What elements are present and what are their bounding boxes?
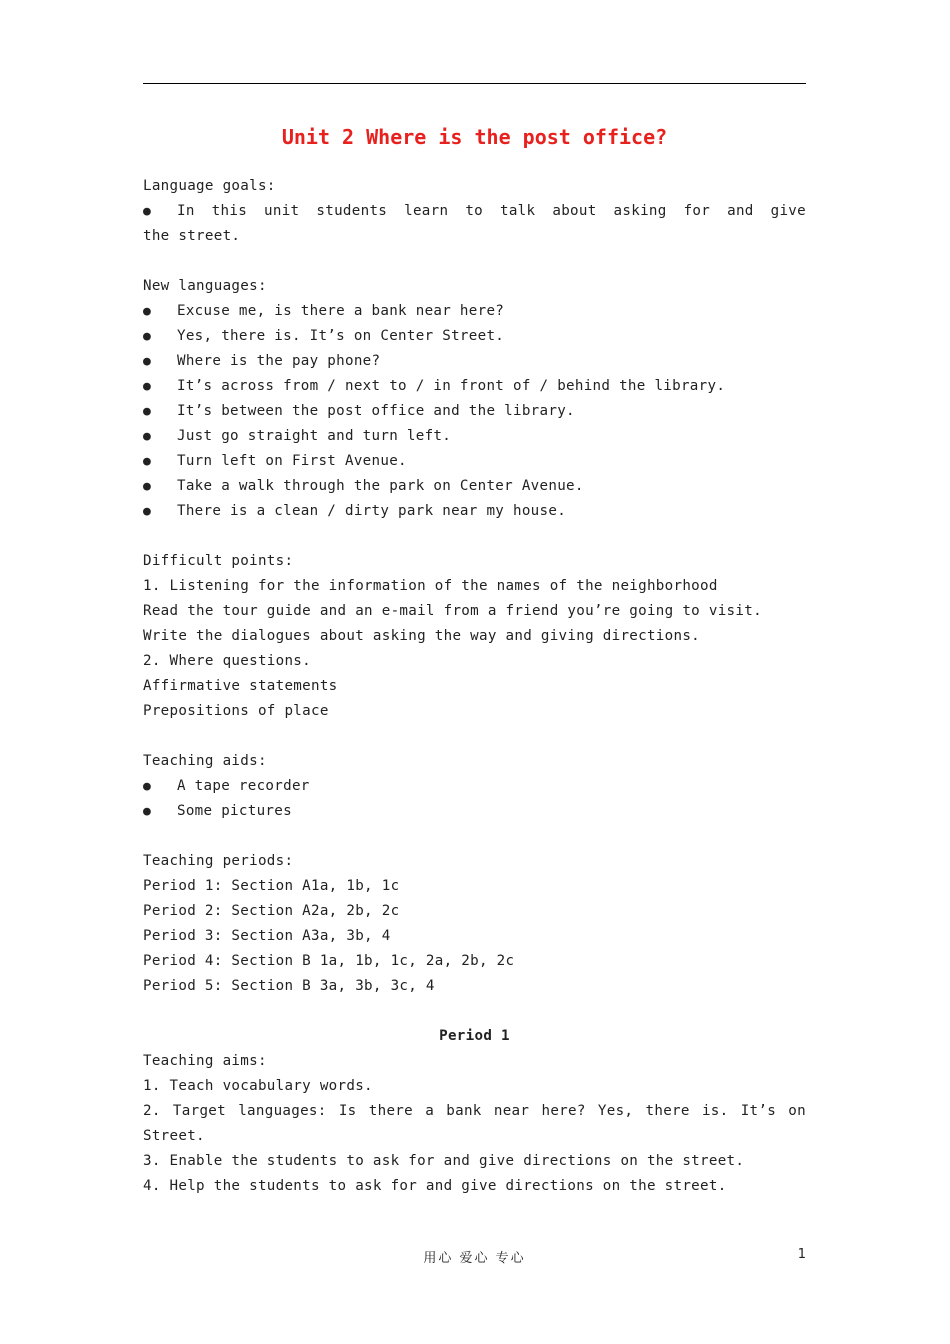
list-item-text: A tape recorder	[177, 778, 310, 794]
bullet-icon: ●	[143, 404, 152, 419]
document-body	[143, 174, 806, 1199]
bullet-icon: ●	[143, 379, 152, 394]
bullet-icon: ●	[143, 304, 152, 319]
list-item-text: Yes, there is. It’s on Center Street.	[177, 328, 505, 344]
aim-line: 2. Target languages: Is there a bank near here? Yes, there is. It’s on	[143, 1103, 806, 1119]
bullet-icon: ●	[143, 779, 152, 794]
difficult-point-line: Affirmative statements	[143, 678, 338, 694]
aim-line: 3. Enable the students to ask for and give directions on the street.	[143, 1153, 745, 1169]
bullet-icon: ●	[143, 504, 152, 519]
list-item	[143, 449, 806, 474]
difficult-point-line: 1. Listening for the information of the names of the neighborhood	[143, 578, 718, 594]
list-item	[143, 774, 806, 799]
page-number: 1	[797, 1247, 806, 1262]
period-line: Period 1: Section A1a, 1b, 1c	[143, 878, 400, 894]
list-item	[143, 474, 806, 499]
period-line: Period 4: Section B 1a, 1b, 1c, 2a, 2b, 2c	[143, 953, 515, 969]
difficult-points-heading: Difficult points:	[143, 553, 294, 569]
language-goals-heading: Language goals:	[143, 178, 276, 194]
difficult-point-line: 2. Where questions.	[143, 653, 311, 669]
page-title: Unit 2 Where is the post office?	[281, 125, 668, 149]
teaching-aids-heading: Teaching aids:	[143, 753, 267, 769]
teaching-periods-heading: Teaching periods:	[143, 853, 294, 869]
teaching-aims-heading: Teaching aims:	[143, 1053, 267, 1069]
period-line: Period 2: Section A2a, 2b, 2c	[143, 903, 400, 919]
list-item-text: Just go straight and turn left.	[177, 428, 452, 444]
bullet-icon: ●	[143, 479, 152, 494]
period-line: Period 5: Section B 3a, 3b, 3c, 4	[143, 978, 435, 994]
difficult-point-line: Read the tour guide and an e-mail from a friend you’re going to visit.	[143, 603, 762, 619]
footer-motto: 用心 爱心 专心	[423, 1251, 526, 1266]
list-item-text: Some pictures	[177, 803, 292, 819]
list-item	[143, 399, 806, 424]
difficult-point-line: Write the dialogues about asking the way and giving directions.	[143, 628, 701, 644]
bullet-icon: ●	[143, 804, 152, 819]
aim-line: 1. Teach vocabulary words.	[143, 1078, 373, 1094]
period-line: Period 3: Section A3a, 3b, 4	[143, 928, 391, 944]
list-item	[143, 374, 806, 399]
bullet-icon: ●	[143, 454, 152, 469]
period1-heading: Period 1	[439, 1028, 510, 1044]
new-languages-heading: New languages:	[143, 278, 267, 294]
page-footer	[143, 1247, 806, 1267]
list-item	[143, 324, 806, 349]
list-item	[143, 499, 806, 524]
goal-text-line1: In this unit students learn to talk about asking for and give	[177, 203, 806, 219]
list-item-text: Where is the pay phone?	[177, 353, 381, 369]
goal-text-line2: the street.	[143, 228, 241, 244]
aim-line: 4. Help the students to ask for and give directions on the street.	[143, 1178, 727, 1194]
list-item	[143, 424, 806, 449]
bullet-icon: ●	[143, 354, 152, 369]
list-item-text: Excuse me, is there a bank near here?	[177, 303, 505, 319]
list-item-text: Turn left on First Avenue.	[177, 453, 407, 469]
difficult-point-line: Prepositions of place	[143, 703, 329, 719]
aim-line: Street.	[143, 1128, 205, 1144]
list-item	[143, 299, 806, 324]
header-rule	[143, 83, 806, 84]
list-item-text: It’s across from / next to / in front of / behind the library.	[177, 378, 726, 394]
list-item	[143, 199, 806, 224]
bullet-icon: ●	[143, 429, 152, 444]
list-item	[143, 799, 806, 824]
list-item	[143, 349, 806, 374]
bullet-icon: ●	[143, 204, 152, 219]
list-item-text: There is a clean / dirty park near my house.	[177, 503, 567, 519]
list-item-text: Take a walk through the park on Center Avenue.	[177, 478, 584, 494]
list-item-text: It’s between the post office and the library.	[177, 403, 575, 419]
bullet-icon: ●	[143, 329, 152, 344]
